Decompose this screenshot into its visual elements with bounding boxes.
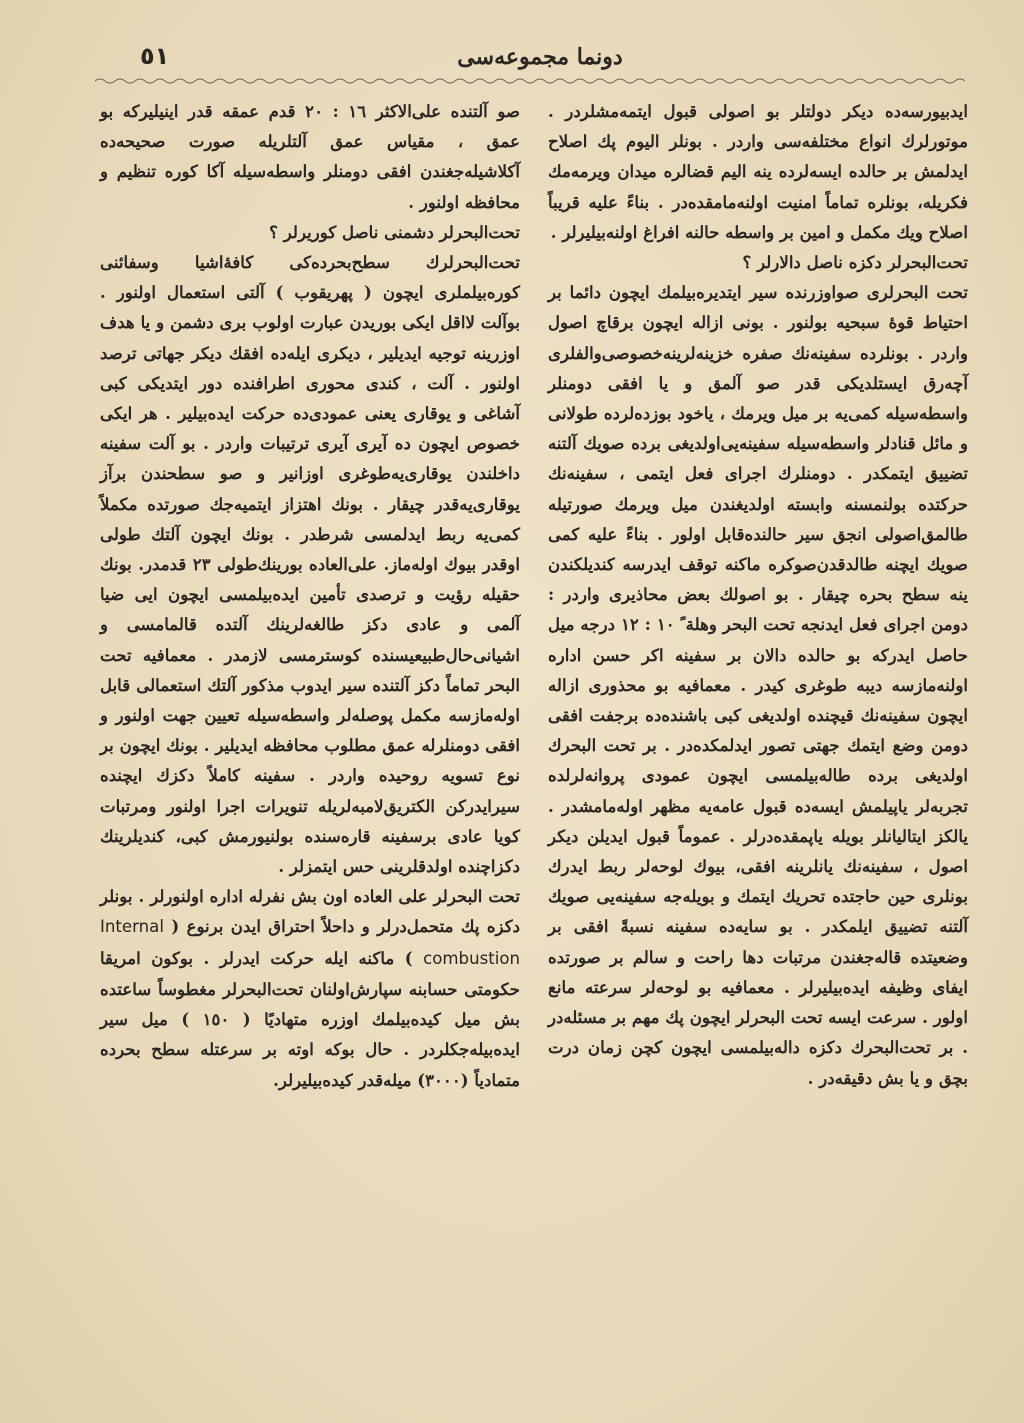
section-heading: تحت‌البحرلر دکزه ناصل دالارلر ؟ [742,252,968,273]
paragraph: تحت البحرلری صواوزرنده سیر ایتدیره‌بیلمك ایچون دائما بر احتیاط قوهٔ سبحیه بولنور . بونی ازاله ایچون برقاچ اصول واردر . بونلرده سفینه‌نك صفره خزینه‌لرینه‌خصوصی‌والفلری آچه‌رق ایستلدیکی قدر صو آلمق و یا افقی دومنلر واسطه‌سیله کمی‌یه بر میل ویرمك ، یاخود بوزده‌لرده طولانی و مائل قنادلر واسطه‌سیله سفینه‌یی‌اولدیغی برده صویك آلتنه تضییق ایتمکدر . دومنلرك اجرای فعل ایتمی ، سفینه‌نك حرکتده بولنمسنه وابسته اولدیغندن میل ویرمك صورتیله طالمق‌اصولی انجق سیر حالنده‌قابل اولور . بناءً علیه کمی صویك ایچنه طالدقدن‌صوکره ماکنه توقف ایدرسه کندیلکندن ینه سطح بحره چیقار . بو اصولك بعض محاذیری واردر : دومن اجرای فعل ایدنجه تحت البحر وهلة ً ١٠ : ١٢ درجه میل حاصل ایدرکه بو حالده دالان بر سفینه اکر حسن اداره اولنه‌مازسه دیبه طوغری کیدر . معمافیه بو محذوری ازاله ایچون سفینه‌نك قیچنده اولدیغی کبی باشنده‌ده برجفت افقی دومن وضع ایتمك جهتی تصور ایدلمکده‌در . بر تحت البحرك اولدیغی برده طاله‌بیلمسی ایچون عمودی پروانه‌لرلده تجربه‌لر یاپیلمش ایسه‌ده قبول عامه‌یه مظهر اوله‌مامشدر . یالکز ایتالیانلر بویله یاپمقده‌درلر . عموماً قبول ایدیلن دیکر اصول ، سفینه‌نك یانلرینه افقی، بیوك لوحه‌لر ربط ایدرك بونلری حین حاجتده تحریك ایتمك و بویله‌جه سفینه‌یی صویك آلتنه تضییق ایلمکدر . بو سایه‌ده سفینه نسبةً افقی بر وضعیتده قاله‌جغندن مرتبات دها راحت و سالم بر صورتده ایفای وظیفه ایده‌بیلیرلر . معمافیه بو لوحه‌لر سرعته مانع اولور . سرعت ایسه تحت البحرلر ایچون پك مهم بر مسئله‌در . بر تحت‌البحرك دکزه داله‌بیلمسی ایچون کچن زمان درت بچق و یا بش دقیقه‌در . [548,282,968,1088]
paragraph: صو آلتنده علی‌الاکثر ١٦ : ٢٠ قدم عمقه قدر اینیلیرکه بو عمق ، مقیاس عمق آلتلریله صورت صحیحه‌ده آکلاشیله‌جغندن افقی دومنلر واسطه‌سیله آکا کوره تنظیم و محافظه اولنور . [100,101,520,212]
paragraph: ایدبیورسه‌ده دیکر دولتلر بو اصولی قبول ایتمه‌مشلردر . موتورلرك انواع مختلفه‌سی واردر . بونلر الیوم پك اصلاح ایدلمش بر حالده ایسه‌لرده ینه الیم قضالره میدان ویرمه‌مك فکریله، بونلره تماماً امنیت اولنه‌مامقده‌در . بناءً علیه قریباً اصلاح ویك مکمل و امین بر واسطه حالنه افراغ اولنه‌بیلیرلر . [548,101,968,242]
page-number: ٥١ [140,42,170,70]
paragraph: تحت‌البحرلرك سطح‌بحرده‌کی کافهٔ‌اشیا وسفائنی کوره‌بیلملری ایچون ( پهریقوب ) آلتی استعمال اولنور . بوآلت لااقل ایکی بوریدن عبارت اولوب بری دشمن و یا هدف اوزرینه توجیه ایدیلیر ، دیکری ایله‌ده افقك دیکر جهاتی ترصد اولنور . آلت ، کندی محوری اطرافنده دور ایتدیکی کبی آشاغی و یوقاری یعنی عمودی‌ده حرکت ایده‌بیلیر . هر ایکی خصوص ایچون ده آیری آیری ترتیبات واردر . بو آلت سفینه داخلندن یوقاری‌یه‌طوغری اوزانیر و صو سطحندن برآز یوقاری‌یه‌قدر چیقار . بونك اهتزاز ایتمیه‌جك صورتده مکملاً کمی‌یه ربط ایدلمسی شرطدر . بونك ایچون آلتك طولی اوقدر بیوك اوله‌ماز. علی‌العاده بورینك‌طولی ٢٣ قدمدر. بونك حقیله رؤیت و ترصدی تأمین ایده‌بیلمسی ایچون ایی ضیا آلمی و عادی دکز طالغه‌لرینك آلتده قالمامسی و اشیانی‌حال‌طبیعیسنده کوسترمسی لازمدر . معمافیه تحت البحر تماماً دکز آلتنده سیر ایدوب مذکور آلتك استعمالی قابل اوله‌مازسه مکمل پوصله‌لر واسطه‌سیله تعیین جهت اولنور و افقی دومنلرله عمق مطلوب محافظه ایدیلیر . بونك ایچون بر نوع تسویه روحیده واردر . سفینه کاملاً دکزك ایچنده سیرایدرکن الکتریق‌لامبه‌لریله تنویرات اجرا اولنور ومرتبات کویا عادی برسفینه قاره‌سنده بولنیورمش کبی، کندیلرینك دکزاچنده اولدقلرینی حس ایتمزلر . [100,252,520,877]
latin-term: Internal combustion [100,917,521,968]
paragraph-text: تحت البحرلر علی العاده اون بش نفرله اداره اولنورلر . بونلر دکزه پك متحمل‌درلر و داحلاً احتراق ایدن برنوع [100,886,520,937]
header-rule [95,76,965,86]
paragraph: تحت البحرلر علی العاده اون بش نفرله اداره اولنورلر . بونلر دکزه پك متحمل‌درلر و داحلاً احتراق ایدن برنوع ( Internal combustion ) ماکنه ایله حرکت ایدرلر . بوکون امریقا حکومتی حسابنه سپارش‌اولنان تحت‌البحرلر مغطوساً ساعتده بش میل کیده‌بیلمك اوزره متهاديًا ( ١٥٠ ) میل سیر ایده‌بیله‌جکلردر . حال بوکه اوته بر سرعتله سطح بحرده متمادیاً (٣٠٠٠) میله‌قدر کیده‌بیلیرلر. [100,886,521,1090]
left-column [100,96,520,1095]
section-heading: تحت‌البحرلر دشمنی ناصل کوریرلر ؟ [269,221,520,242]
right-column [548,96,968,1093]
paragraph-text: ماکنه ایله حرکت ایدرلر . بوکون امریقا حکومتی حسابنه سپارش‌اولنان تحت‌البحرلر مغطوساً ساعتده بش میل کیده‌بیلمك اوزره متهاديًا ( ١٥٠ ) میل سیر ایده‌بیله‌جکلردر . حال بوکه اوته بر سرعتله سطح بحرده متمادیاً (٣٠٠٠) میله‌قدر کیده‌بیلیرلر. [100,947,520,1090]
journal-title: دونما مجموعه‌سی [457,44,623,70]
